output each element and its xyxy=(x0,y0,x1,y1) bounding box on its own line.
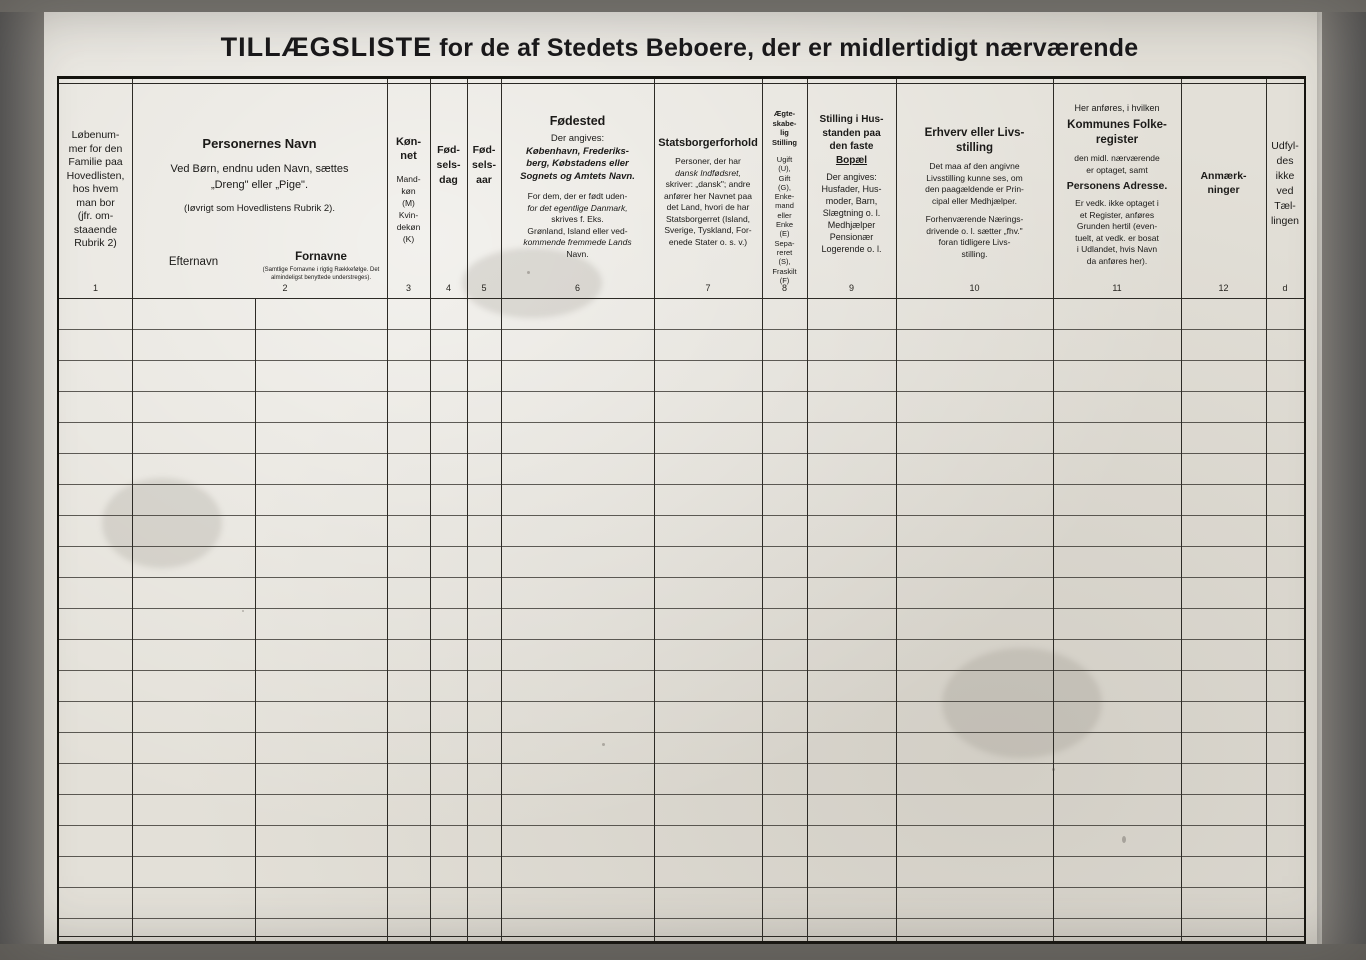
table-row xyxy=(59,360,1304,361)
table-row xyxy=(59,546,1304,547)
header-erhverv-title: Erhverv eller Livs- stilling xyxy=(924,127,1025,154)
col-number-3: 3 xyxy=(405,283,411,293)
col-rule-4 xyxy=(467,79,468,941)
header-separator xyxy=(59,298,1304,299)
table-row xyxy=(59,794,1304,795)
paper-speck xyxy=(1122,836,1126,843)
header-erhverv-notes: Det maa af den angivne Livsstilling kunne ses, om den paagældende er Prin- cipal eller Medhjælper. xyxy=(925,161,1024,206)
table-row xyxy=(59,856,1304,857)
header-anmaerkninger: Anmærk- ninger xyxy=(1200,170,1247,196)
table-row xyxy=(59,577,1304,578)
header-loebenummer: Løbenum- mer for den Familie paa Hovedlisten, hos hvem man bor (jfr. om- staaende Rubrik 2) xyxy=(66,129,125,249)
table-row xyxy=(59,732,1304,733)
page-title xyxy=(42,32,1317,63)
header-statsborgerforhold-title: Statsborgerforhold xyxy=(658,137,758,149)
header-efternavn: Efternavn xyxy=(168,256,219,268)
header-foedselsaar: Fød- sels- aar xyxy=(472,144,496,186)
table-row xyxy=(59,763,1304,764)
col-number-11: 11 xyxy=(1112,283,1122,293)
table-row xyxy=(59,701,1304,702)
table-row xyxy=(59,639,1304,640)
table-row xyxy=(59,329,1304,330)
col-rule-11 xyxy=(1181,79,1182,941)
table-row xyxy=(59,453,1304,454)
scan-margin-bottom xyxy=(0,944,1366,960)
paper-speck xyxy=(527,271,530,274)
header-erhverv-notes2: Forhenværende Nærings- drivende o. l. sætter „fhv." foran tidligere Livs- stilling. xyxy=(925,214,1024,259)
scan-margin-right xyxy=(1322,0,1366,960)
header-foedested-title: Fødested xyxy=(549,114,606,128)
table-row xyxy=(59,391,1304,392)
table-row xyxy=(59,918,1304,919)
header-koennet-notes: Mand- køn (M) Kvin- dekøn (K) xyxy=(396,174,421,244)
col-number-12: 12 xyxy=(1218,283,1229,293)
header-statsborgerforhold-notes: Personer, der har dansk Indfødsret, skriver: „dansk"; andre anfører her Navnet paa det Land, hvori de har Statsborgerret (Island, Sverige, Tyskland, For- enede Stater o. s. v.) xyxy=(664,156,752,247)
form-sheet xyxy=(42,8,1317,946)
header-folkeregister-notes2: Er vedk. ikke optaget i et Register, anføres Grunden hertil (even- tuelt, at vedk. er bosat i Udlandet, hvis Navn da anføres her). xyxy=(1075,198,1159,266)
col-number-1: 1 xyxy=(92,283,98,293)
header-folkeregister-adresse: Personens Adresse. xyxy=(1066,180,1168,192)
header-foedselsdag: Fød- sels- dag xyxy=(436,144,461,186)
col-number-d: d xyxy=(1282,283,1288,293)
col-number-5: 5 xyxy=(481,283,487,293)
col-number-10: 10 xyxy=(969,283,980,293)
header-personernes-navn-title: Personernes Navn xyxy=(202,136,317,151)
header-aegteskabelig-stilling-notes: Ugift (U), Gift (G), Enke- mand eller Enke (E) Sepa- reret (S), Fraskilt (F) xyxy=(772,155,797,285)
col-rule-3 xyxy=(430,79,431,941)
table-row xyxy=(59,670,1304,671)
scan-margin-top xyxy=(0,0,1366,12)
header-personernes-navn-note2: (Iøvrigt som Hovedlistens Rubrik 2). xyxy=(184,203,335,214)
table-row xyxy=(59,515,1304,516)
col-number-7: 7 xyxy=(705,283,711,293)
paper-smudge xyxy=(942,648,1102,758)
col-number-9: 9 xyxy=(848,283,854,293)
header-folkeregister-topline: Her anføres, i hvilken xyxy=(1074,103,1160,113)
header-foedested-notes2: For dem, der er født uden- for det egentlige Danmark, skrives f. Eks. Grønland, Island eller ved- kommende fremmede Lands Navn. xyxy=(523,191,632,259)
col-number-8: 8 xyxy=(781,283,787,293)
header-fornavne: Fornavne xyxy=(295,251,347,263)
header-personernes-navn-notes: Ved Børn, endnu uden Navn, sættes „Dreng" eller „Pige". xyxy=(170,163,349,191)
paper-speck xyxy=(602,743,605,746)
table-row xyxy=(59,484,1304,485)
col-rule-2-sub xyxy=(255,298,256,941)
header-stilling-i-husstanden-notes: Der angives: Husfader, Hus- moder, Barn, Slægtning o. l. Medhjælper Pensionær Logerende o. l. xyxy=(821,172,882,254)
form-table xyxy=(57,76,1306,944)
header-stilling-i-husstanden-title: Stilling i Hus- standen paa den faste Bopæl xyxy=(819,114,884,166)
col-number-4: 4 xyxy=(445,283,451,293)
table-row xyxy=(59,422,1304,423)
header-udfyldes-ikke: Udfyl- des ikke ved Tæl- lingen xyxy=(1270,140,1300,227)
header-foedested-notes: Der angives: København, Frederiks- berg, Købstadens eller Sognets og Amtets Navn. xyxy=(520,133,635,182)
table-row xyxy=(59,825,1304,826)
header-fornavne-note: (Samtlige Fornavne i rigtig Rækkefølge. Det almindeligst benyttede understreges). xyxy=(262,267,380,281)
paper-speck xyxy=(1052,768,1055,771)
header-folkeregister-title: Kommunes Folke- register xyxy=(1067,119,1167,146)
page-title-rest: for de af Stedets Beboere, der er midlertidigt nærværende xyxy=(439,34,1139,62)
header-aegteskabelig-stilling-title: Ægte- skabe- lig Stilling xyxy=(772,109,797,147)
col-number-6: 6 xyxy=(574,283,580,293)
header-folkeregister-notes: den midl. nærværende er optaget, samt xyxy=(1074,153,1160,175)
page-title-prefix: TILLÆGSLISTE xyxy=(220,32,433,62)
table-row xyxy=(59,887,1304,888)
paper-smudge xyxy=(102,478,222,568)
header-koennet: Køn- net xyxy=(395,136,422,162)
scan-margin-left xyxy=(0,0,44,960)
col-number-2: 2 xyxy=(282,283,288,293)
table-row xyxy=(59,608,1304,609)
paper-speck xyxy=(242,610,244,612)
